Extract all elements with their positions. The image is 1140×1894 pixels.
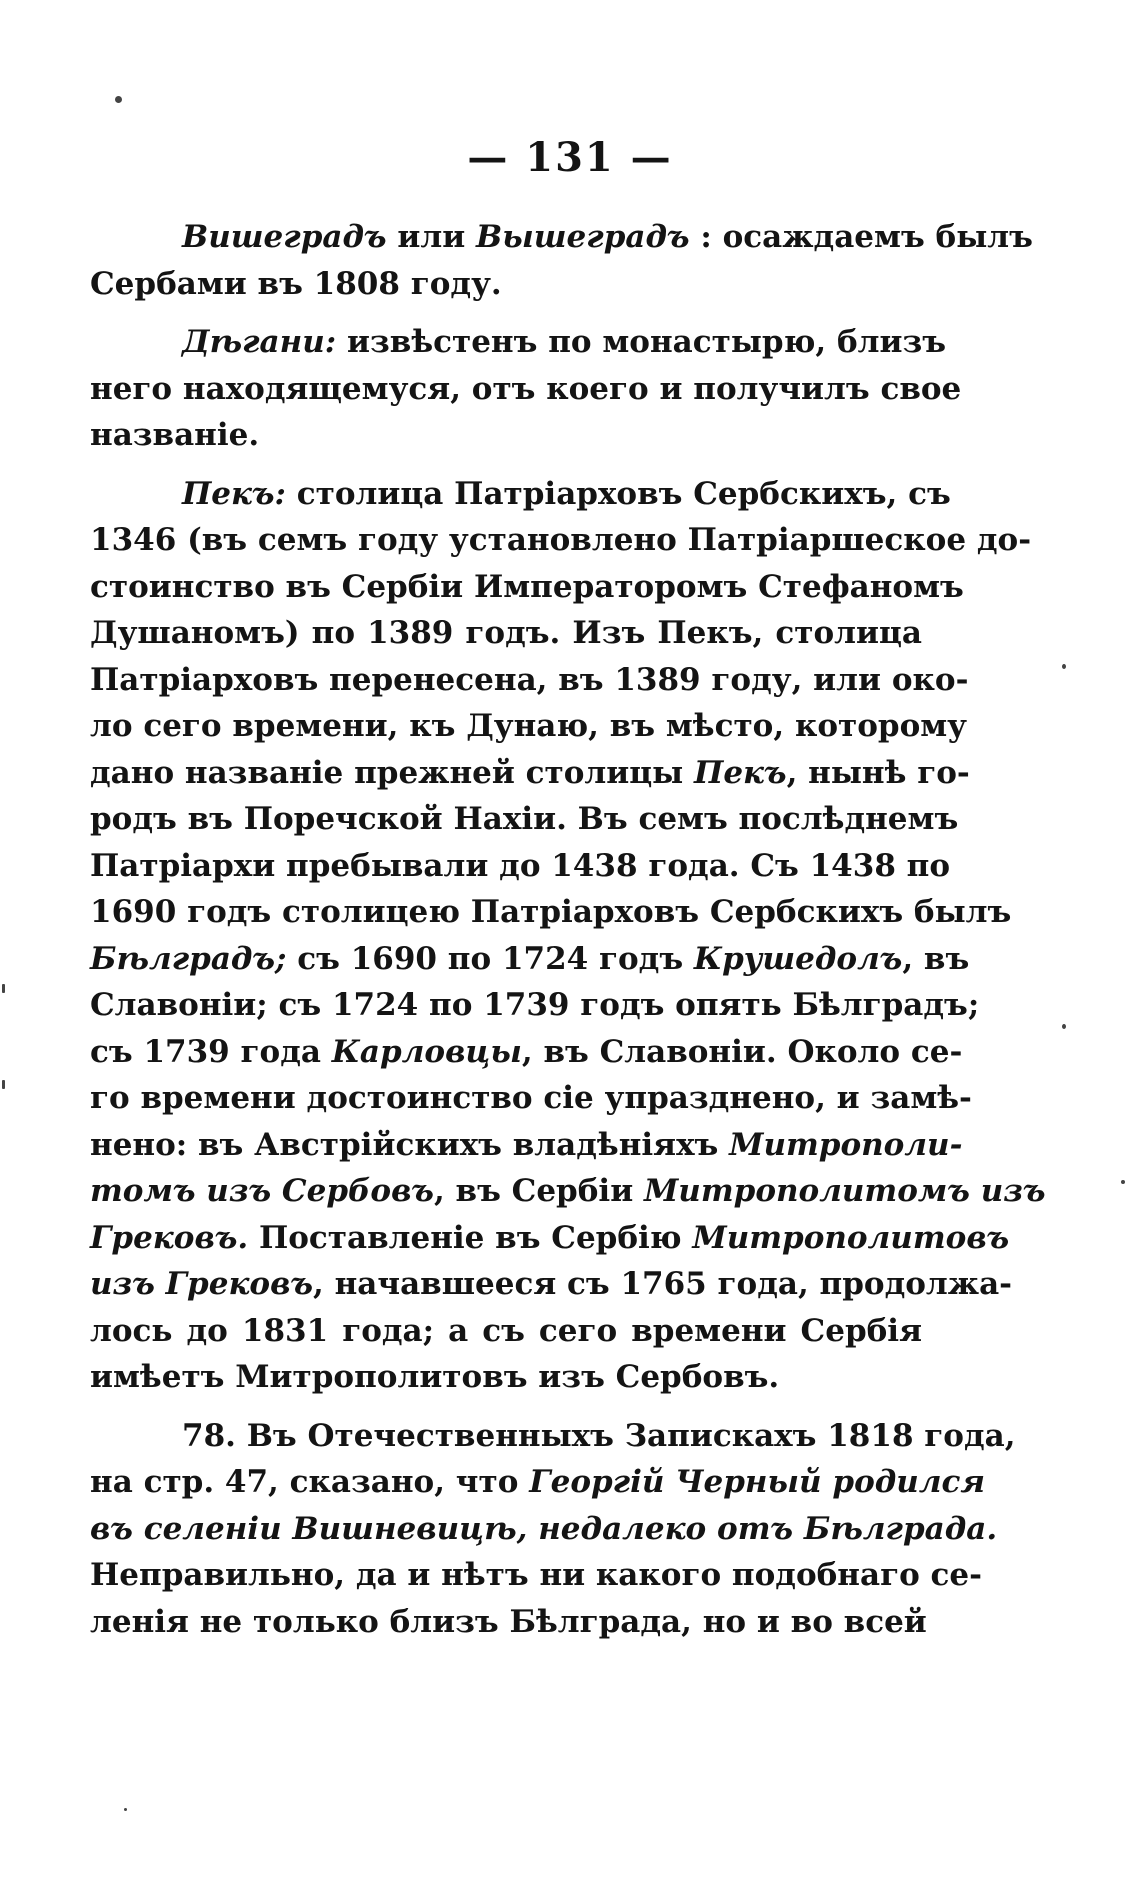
- text-line: [90, 1413, 1016, 1460]
- text-line: [90, 1354, 922, 1401]
- text-segment: Неправильно, да и нѣтъ ни какого подобнаго се-: [90, 1557, 983, 1593]
- text-segment: ло сего времени, къ Дунаю, въ мѣсто, которому: [90, 708, 968, 744]
- text-segment: : осаждаемъ былъ: [689, 219, 1033, 255]
- scan-speck: [124, 1808, 127, 1811]
- text-line: [90, 750, 970, 797]
- italic-segment: Митрополи-: [729, 1126, 963, 1163]
- text-segment: извѣстенъ по монастырю, близъ: [336, 324, 947, 360]
- text-segment: названіе.: [90, 417, 260, 453]
- text-line: [90, 1261, 1013, 1308]
- text-line: [90, 471, 951, 518]
- text-line: [90, 366, 962, 413]
- scan-speck: [1062, 1024, 1066, 1029]
- text-line: [90, 261, 922, 308]
- text-segment: него находящемуся, отъ коего и получилъ свое: [90, 370, 962, 407]
- italic-segment: изъ Грековъ: [90, 1266, 314, 1302]
- text-line: [90, 214, 1033, 261]
- text-segment: съ 1690 по 1724 годъ: [286, 940, 694, 977]
- text-line: [90, 1506, 998, 1553]
- text-segment: столица Патріарховъ Сербскихъ, съ: [285, 475, 951, 512]
- italic-segment: Пекъ:: [182, 475, 286, 512]
- text-line: [90, 517, 1032, 564]
- text-line: [90, 889, 1012, 936]
- italic-segment: Карловцы: [331, 1033, 522, 1070]
- italic-segment: Вышеградъ: [476, 219, 690, 255]
- italic-segment: томъ изъ Сербовъ: [90, 1173, 434, 1209]
- italic-segment: Дѣгани:: [182, 324, 337, 360]
- page-number: — 131 —: [467, 134, 673, 181]
- scan-speck: [1121, 1180, 1125, 1184]
- italic-segment: Крушедолъ: [693, 940, 903, 977]
- text-segment: Патріархи пребывали до 1438 года. Съ 1438 по: [90, 847, 951, 884]
- text-line: [90, 1168, 1046, 1215]
- italic-segment: Грековъ.: [90, 1219, 249, 1256]
- text-line: [90, 1075, 972, 1122]
- text-line: [90, 1552, 983, 1599]
- italic-segment: Георгій Черный родился: [529, 1464, 986, 1500]
- italic-segment: Митрополитомъ изъ: [643, 1173, 1046, 1209]
- scan-speck: [115, 96, 122, 103]
- italic-segment: Бѣлградъ;: [90, 940, 287, 977]
- text-segment: нено: въ Австрійскихъ владѣніяхъ: [90, 1126, 730, 1163]
- scan-speck: [1062, 664, 1066, 669]
- text-segment: Славоніи; съ 1724 по 1739 годъ опять Бѣлградъ;: [90, 987, 980, 1023]
- text-segment: родъ въ Поречской Нахіи. Въ семъ послѣднемъ: [90, 801, 959, 837]
- text-segment: ленія не только близъ Бѣлграда, но и во всей: [90, 1603, 927, 1640]
- text-segment: Сербами въ 1808 году.: [90, 265, 502, 302]
- text-line: [90, 1029, 963, 1076]
- text-line: [90, 703, 968, 750]
- text-line: [90, 1122, 963, 1169]
- text-segment: на стр. 47, сказано, что: [90, 1464, 530, 1500]
- text-segment: дано названіе прежней столицы: [90, 754, 695, 791]
- scan-speck: [2, 1080, 5, 1089]
- text-segment: 78. Въ Отечественныхъ Запискахъ 1818 года,: [182, 1417, 1016, 1454]
- text-segment: , въ Сербіи: [433, 1173, 644, 1209]
- italic-segment: въ селеніи Вишневицѣ, недалеко отъ Бѣлграда.: [90, 1510, 998, 1547]
- text-segment: лось до 1831 года; а съ сего времени Сербія: [90, 1312, 922, 1349]
- italic-segment: Митрополитовъ: [692, 1219, 1010, 1256]
- text-segment: или: [386, 219, 476, 255]
- text-line: [90, 412, 922, 459]
- text-segment: Душаномъ) по 1389 годъ. Изъ Пекъ, столица: [90, 615, 922, 651]
- text-segment: го времени достоинство сіе упразднено, и замѣ-: [90, 1080, 972, 1116]
- text-line: [90, 1459, 986, 1506]
- text-line: [90, 936, 970, 983]
- text-line: [90, 610, 922, 657]
- text-segment: , нынѣ го-: [786, 754, 970, 791]
- body-text: [90, 214, 1046, 1645]
- text-segment: Поставленіе въ Сербію: [248, 1219, 693, 1256]
- text-segment: , начавшееся съ 1765 года, продолжа-: [313, 1266, 1013, 1302]
- text-line: [90, 843, 951, 890]
- italic-segment: Пекъ: [694, 754, 787, 791]
- text-segment: 1346 (въ семъ году установлено Патріаршеское до-: [90, 522, 1032, 558]
- text-segment: , въ: [902, 940, 970, 977]
- text-line: [90, 1599, 927, 1646]
- text-segment: стоинство въ Сербіи Императоромъ Стефаномъ: [90, 568, 964, 605]
- text-line: [90, 796, 959, 843]
- text-segment: съ 1739 года: [90, 1033, 332, 1070]
- text-line: [90, 657, 969, 704]
- text-segment: Патріарховъ перенесена, въ 1389 году, или око-: [90, 661, 969, 698]
- text-line: [90, 1308, 922, 1355]
- text-segment: имѣетъ Митрополитовъ изъ Сербовъ.: [90, 1359, 780, 1395]
- scan-speck: [2, 984, 5, 993]
- text-line: [90, 982, 980, 1029]
- text-segment: 1690 годъ столицею Патріарховъ Сербскихъ былъ: [90, 894, 1012, 930]
- italic-segment: Вишеградъ: [182, 219, 387, 255]
- text-line: [90, 564, 964, 611]
- text-line: [90, 1215, 1010, 1262]
- text-segment: , въ Славоніи. Около се-: [521, 1033, 963, 1070]
- text-line: [90, 319, 947, 366]
